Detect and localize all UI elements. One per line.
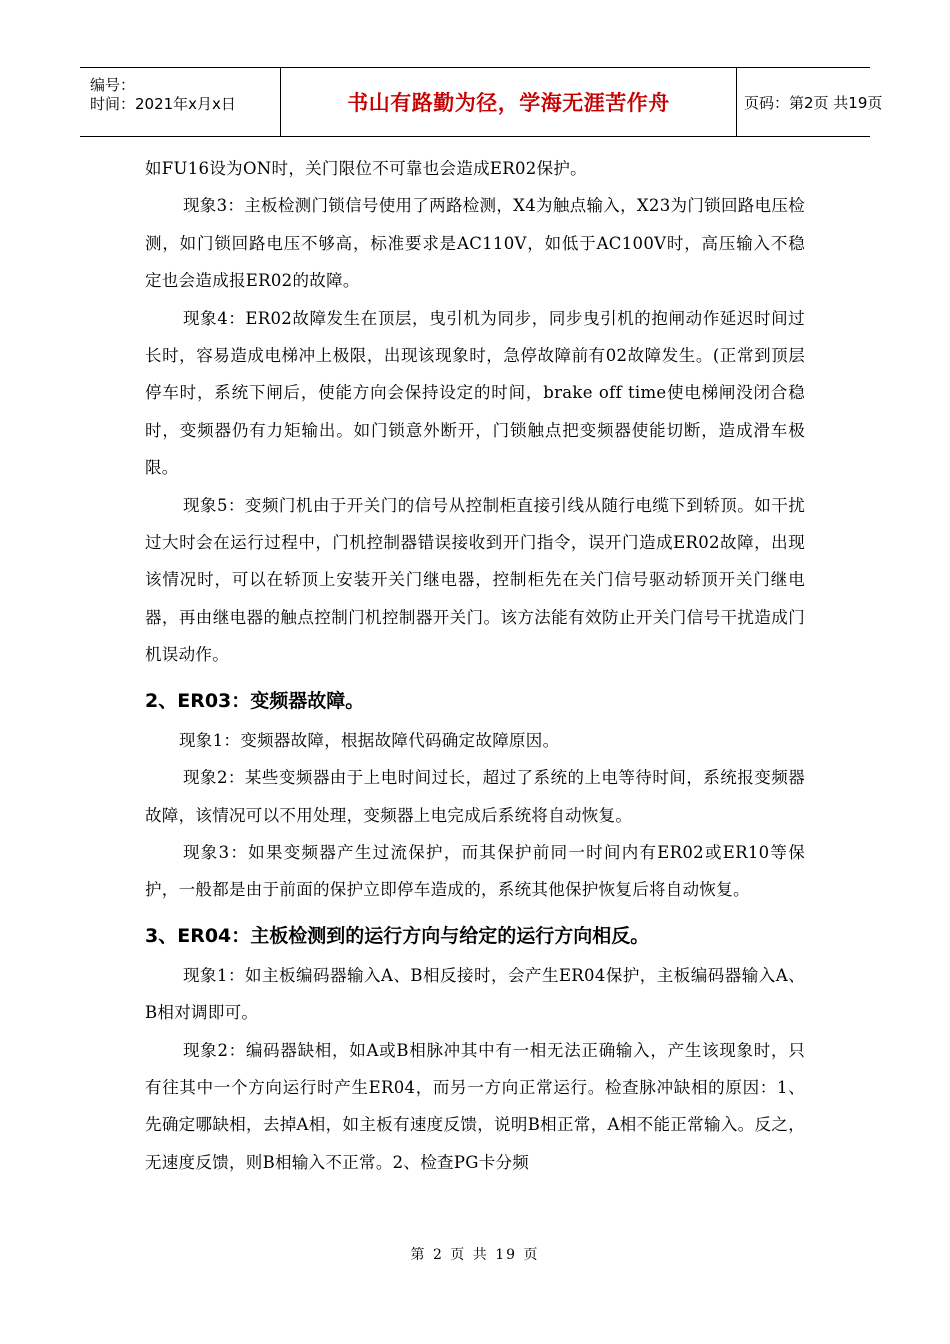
header-page-number: 页码：第2页 共19页 [744,93,883,112]
header-meta [80,68,278,136]
body-paragraph: 现象3：主板检测门锁信号使用了两路检测，X4为触点输入，X23为门锁回路电压检测，如门锁回路电压不够高，标准要求是AC110V，如低于AC100V时，高压输入不稳定也会造成报ER02的故障。 [145,196,805,291]
document-header [80,67,883,137]
page-footer: 第 2 页 共 19 页 [410,1247,540,1263]
body-paragraph: 现象2：某些变频器由于上电时间过长，超过了系统的上电等待时间，系统报变频器故障，该情况可以不用处理，变频器上电完成后系统将自动恢复。 [145,768,805,825]
body-paragraph: 现象1：如主板编码器输入A、B相反接时，会产生ER04保护，主板编码器输入A、B相对调即可。 [145,965,805,1023]
header-motto-cell [280,68,737,136]
section-heading: 2、ER03：变频器故障。 [145,689,365,712]
body-paragraph: 现象3：如果变频器产生过流保护，而其保护前同一时间内有ER02或ER10等保护，一般都是由于前面的保护立即停车造成的，系统其他保护恢复后将自动恢复。 [145,842,805,900]
body-paragraph: 如FU16设为ON时，关门限位不可靠也会造成ER02保护。 [145,159,587,178]
header-date: 时间：2021年x月x日 [90,95,236,113]
body-paragraph: 现象5：变频门机由于开关门的信号从控制柜直接引线从随行电缆下到轿顶。如干扰过大时会在运行过程中，门机控制器错误接收到开门指令，误开门造成ER02故障，出现该情况时，可以在轿顶上安装开关门继电器，控制柜先在关门信号驱动轿顶开关门继电器，再由继电器的触点控制门机控制器开关门。该方法能有效防止开关门信号干扰造成门机误动作。 [145,495,805,665]
section-heading: 3、ER04：主板检测到的运行方向与给定的运行方向相反。 [145,924,650,947]
body-paragraph: 现象4：ER02故障发生在顶层，曳引机为同步，同步曳引机的抱闸动作延迟时间过长时，容易造成电梯冲上极限，出现该现象时，急停故障前有02故障发生。(正常到顶层停车时，系统下闸后，使能方向会保持设定的时间，brake off time使电梯闸没闭合稳时，变频器仍有力矩输出。如门锁意外断开，门锁触点把变频器使能切断，造成滑车极限。 [145,308,805,478]
body-paragraph: 现象2：编码器缺相，如A或B相脉冲其中有一相无法正确输入，产生该现象时，只有往其中一个方向运行时产生ER04，而另一方向正常运行。检查脉冲缺相的原因：1、先确定哪缺相，去掉A相，如主板有速度反馈，说明B相正常，A相不能正常输入。反之，无速度反馈，则B相输入不正常。2、检查PG卡分频 [145,1040,805,1172]
header-motto: 书山有路勤为径，学海无涯苦作舟 [347,91,670,115]
document-body [145,150,805,1181]
body-paragraph: 现象1：变频器故障，根据故障代码确定故障原因。 [179,730,560,750]
header-number: 编号： [90,76,136,94]
